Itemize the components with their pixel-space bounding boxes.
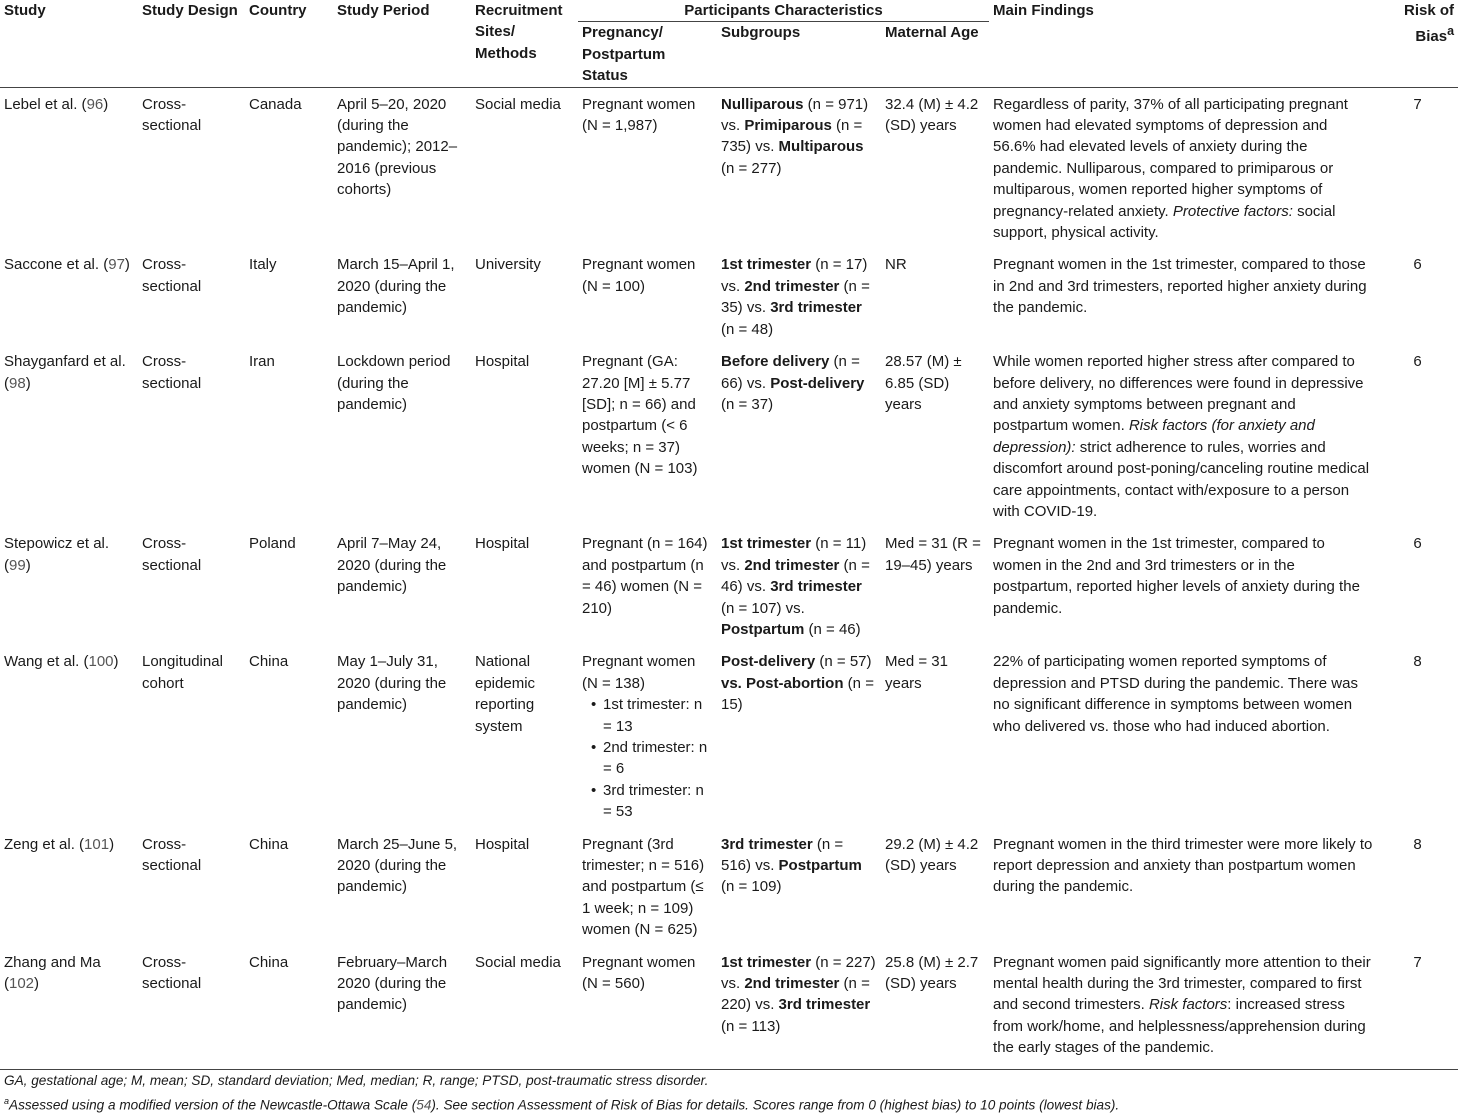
cell-subgroups bbox=[717, 946, 881, 1070]
cell-design: Cross-sectional bbox=[142, 95, 202, 135]
table-row bbox=[0, 345, 1458, 527]
cell-study bbox=[0, 248, 138, 345]
subgroup-label: vs. Post-abortion bbox=[721, 674, 844, 692]
subgroup-label: Nulliparous bbox=[721, 95, 804, 113]
findings-text: While women reported higher stress after compared to before delivery, no differences were found in depressive and anxiety symptoms between pregnant and postpartum women. bbox=[993, 353, 1364, 435]
subgroup-count: (n = 277) bbox=[721, 159, 782, 177]
cell-design: Cross-sectional bbox=[142, 835, 202, 875]
subgroup-label: 3rd trimester bbox=[770, 299, 862, 317]
cell-bias: 6 bbox=[1413, 353, 1422, 371]
cell-bias: 8 bbox=[1413, 653, 1422, 671]
cell-recruitment: National epidemic reporting system bbox=[475, 653, 536, 735]
table-footnotes bbox=[4, 1071, 1454, 1116]
cell-age: 29.2 (M) ± 4.2 (SD) years bbox=[885, 835, 979, 875]
cell-bias: 6 bbox=[1413, 535, 1422, 553]
cell-study bbox=[0, 645, 138, 827]
findings-text: Pregnant women in the third trimester were more likely to report depression and anxiety than postpartum women during the pandemic. bbox=[993, 835, 1373, 896]
cell-country: China bbox=[249, 653, 289, 671]
subgroup-label: Before delivery bbox=[721, 353, 830, 371]
findings-text: Pregnant women in the 1st trimester, compared to women in the 2nd and 3rd trimesters or in the postpartum, reported higher levels of anxiety during the pandemic. bbox=[993, 535, 1360, 617]
status-text: Pregnant women (N = 560) bbox=[582, 953, 696, 993]
subgroup-count: (n = 46) bbox=[804, 620, 861, 638]
header-row bbox=[0, 0, 1458, 22]
findings-text: social support, physical activity. bbox=[993, 202, 1336, 242]
subgroup-label: 2nd trimester bbox=[744, 975, 840, 993]
study-ref-link[interactable]: 99 bbox=[9, 556, 26, 574]
subgroup-count: (n = 220) vs. bbox=[721, 975, 870, 1014]
table-row bbox=[0, 248, 1458, 345]
cell-status bbox=[578, 87, 717, 248]
cell-study bbox=[0, 946, 138, 1070]
cell-design: Cross-sectional bbox=[142, 256, 202, 295]
study-name: Saccone et al. ( bbox=[4, 256, 109, 274]
cell-country: Canada bbox=[249, 95, 302, 113]
col-header-subgroups: Subgroups bbox=[717, 22, 881, 87]
cell-period: May 1–July 31, 2020 (during the pandemic) bbox=[337, 653, 447, 714]
subgroup-count: (n = 66) vs. bbox=[721, 353, 860, 392]
subgroup-count: (n = 516) vs. bbox=[721, 835, 844, 875]
findings-factor-label: Risk factors bbox=[1148, 996, 1228, 1014]
subgroup-label: 1st trimester bbox=[721, 953, 812, 971]
subgroup-count: (n = 35) vs. bbox=[721, 277, 870, 317]
study-ref-close: ) bbox=[113, 653, 119, 671]
findings-text: Pregnant women in the 1st trimester, compared to those in 2nd and 3rd trimesters, reported higher anxiety during the pandemic. bbox=[993, 256, 1367, 317]
status-list-item: • 1st trimester: n = 13 bbox=[591, 694, 713, 737]
cell-period: March 25–June 5, 2020 (during the pandemic) bbox=[337, 835, 458, 896]
subgroup-label: Primiparous bbox=[744, 117, 832, 135]
subgroup-count: (n = 17) vs. bbox=[721, 256, 868, 295]
abbreviations-note: GA, gestational age; M, mean; SD, standard deviation; Med, median; R, range; PTSD, post-traumatic stress disorder. bbox=[4, 1073, 709, 1088]
col-header-period: Study Period bbox=[333, 0, 471, 87]
cell-subgroups bbox=[717, 527, 881, 645]
findings-factor-label: Protective factors: bbox=[1172, 202, 1293, 220]
findings-text: Pregnant women paid significantly more attention to their mental health during the 3rd trimester, compared to first and second trimesters. bbox=[993, 953, 1371, 1014]
cell-age: 28.57 (M) ± 6.85 (SD) years bbox=[885, 353, 962, 413]
table-row bbox=[0, 645, 1458, 827]
subgroup-label: 2nd trimester bbox=[744, 277, 840, 295]
findings-text: 22% of participating women reported symptoms of depression and PTSD during the pandemic. There was no significant difference in symptoms between women who delivered vs. those who had induced abortion. bbox=[993, 653, 1358, 735]
cell-findings bbox=[989, 946, 1377, 1070]
table-row bbox=[0, 87, 1458, 248]
findings-factor-label: Risk factors (for anxiety and depression): bbox=[993, 417, 1315, 456]
subgroup-count: (n = 735) vs. bbox=[721, 117, 863, 156]
status-text: Pregnant women (N = 138) bbox=[582, 653, 696, 692]
subgroup-label: 3rd trimester bbox=[721, 835, 813, 853]
cell-design: Cross-sectional bbox=[142, 353, 202, 392]
study-name: Lebel et al. ( bbox=[4, 95, 87, 113]
subgroup-label: Postpartum bbox=[778, 857, 862, 875]
col-header-findings: Main Findings bbox=[989, 0, 1377, 87]
subgroup-count: (n = 37) bbox=[721, 395, 774, 413]
subgroup-label: Post-delivery bbox=[770, 374, 865, 392]
cell-status bbox=[578, 248, 717, 345]
table-row bbox=[0, 828, 1458, 946]
status-text: Pregnant (3rd trimester; n = 516) and postpartum (≤ 1 week; n = 109) women (N = 625) bbox=[582, 835, 705, 939]
cell-bias: 7 bbox=[1413, 95, 1422, 113]
cell-bias: 7 bbox=[1377, 946, 1458, 1070]
footnote-a-marker: a bbox=[4, 1096, 10, 1106]
subgroup-label: Postpartum bbox=[721, 620, 805, 638]
cell-country: Iran bbox=[249, 353, 275, 371]
cell-subgroups bbox=[717, 248, 881, 345]
findings-text: strict adherence to rules, worries and discomfort around post-poning/canceling routine medical care appointments, contact with/exposure to a person with COVID-19. bbox=[993, 438, 1370, 520]
subgroup-count: (n = 109) bbox=[721, 878, 782, 896]
subgroup-count: (n = 57) bbox=[815, 653, 872, 671]
study-ref-link[interactable]: 101 bbox=[84, 835, 110, 853]
subgroup-label: 1st trimester bbox=[721, 535, 812, 553]
study-ref-link[interactable]: 100 bbox=[88, 653, 114, 671]
cell-design: Longitudinal cohort bbox=[142, 653, 223, 692]
cell-findings bbox=[989, 828, 1377, 946]
status-list-item: • 3rd trimester: n = 53 bbox=[591, 780, 713, 823]
cell-age: 32.4 (M) ± 4.2 (SD) years bbox=[885, 95, 979, 135]
cell-country: Poland bbox=[249, 535, 296, 553]
study-ref-close: ) bbox=[25, 374, 31, 392]
cell-study bbox=[0, 527, 138, 645]
subgroup-count: (n = 113) bbox=[721, 1017, 781, 1035]
cell-period: March 15–April 1, 2020 (during the pandemic) bbox=[337, 256, 455, 317]
cell-status bbox=[578, 645, 717, 827]
status-text: Pregnant women (N = 1,987) bbox=[582, 95, 696, 135]
study-ref-close: ) bbox=[124, 256, 130, 274]
subgroup-label: 1st trimester bbox=[721, 256, 812, 274]
subgroup-count: (n = 227) vs. bbox=[721, 953, 876, 993]
study-ref-close: ) bbox=[103, 95, 109, 113]
study-name: Shayganfard et al. ( bbox=[4, 353, 126, 392]
cell-design: Cross-sectional bbox=[142, 535, 202, 574]
col-header-participants: Participants Characteristics bbox=[578, 0, 989, 22]
cell-status bbox=[578, 527, 717, 645]
study-name: Zhang and Ma ( bbox=[4, 953, 101, 993]
bias-footnote-marker: a bbox=[1447, 24, 1455, 39]
subgroup-count: (n = 15) bbox=[721, 674, 874, 714]
col-header-country: Country bbox=[245, 0, 333, 87]
subgroup-label: Post-delivery bbox=[721, 653, 816, 671]
cell-period: April 7–May 24, 2020 (during the pandemic) bbox=[337, 535, 447, 596]
cell-status bbox=[578, 946, 717, 1070]
subgroup-count: (n = 11) vs. bbox=[721, 535, 867, 574]
study-ref-close: ) bbox=[34, 975, 40, 993]
study-ref-close: ) bbox=[25, 556, 31, 574]
cell-age: 25.8 (M) ± 2.7 (SD) years bbox=[881, 946, 989, 1070]
cell-recruitment: Hospital bbox=[475, 535, 530, 553]
cell-period: April 5–20, 2020 (during the pandemic); 2012–2016 (previous cohorts) bbox=[337, 95, 458, 199]
subgroup-label: Multiparous bbox=[778, 138, 864, 156]
footnote-a-text-post: ). See section Assessment of Risk of Bias for details. Scores range from 0 (highest bias) to 10 points (lowest bias). bbox=[431, 1097, 1120, 1113]
study-name: Zeng et al. ( bbox=[4, 835, 85, 853]
subgroup-count: (n = 107) vs. bbox=[721, 599, 805, 617]
study-ref-link[interactable]: 96 bbox=[86, 95, 104, 113]
subgroup-label: 3rd trimester bbox=[770, 578, 862, 596]
col-header-design: Study Design bbox=[138, 0, 245, 87]
col-header-bias bbox=[1377, 0, 1458, 87]
cell-findings bbox=[989, 645, 1377, 827]
status-text: Pregnant (GA: 27.20 [M] ± 5.77 [SD]; n = 66) and postpartum (< 6 weeks; n = 37) women (N = 103) bbox=[582, 353, 698, 478]
study-ref-close: ) bbox=[109, 835, 115, 853]
cell-design: Cross-sectional bbox=[138, 946, 245, 1070]
bias-header-label: Risk of Bias bbox=[1404, 2, 1455, 46]
cell-bias: 6 bbox=[1413, 256, 1422, 274]
cell-recruitment: University bbox=[475, 256, 541, 274]
cell-subgroups bbox=[717, 828, 881, 946]
cell-findings bbox=[989, 345, 1377, 527]
findings-text: Regardless of parity, 37% of all participating pregnant women had elevated symptoms of depression and 56.6% had elevated levels of anxiety during the pandemic. Nulliparous, compared to primiparous or multiparous, women reported higher symptoms of pregnancy-related anxiety. bbox=[993, 95, 1348, 220]
cell-recruitment: Hospital bbox=[475, 835, 530, 853]
cell-findings bbox=[989, 248, 1377, 345]
cell-study bbox=[0, 87, 138, 248]
footnote-a-ref-link[interactable]: 54 bbox=[416, 1097, 432, 1113]
status-list-item: • 2nd trimester: n = 6 bbox=[591, 737, 713, 780]
cell-age: NR bbox=[885, 256, 907, 274]
table-row bbox=[0, 946, 1458, 1070]
cell-status bbox=[578, 828, 717, 946]
cell-study bbox=[0, 828, 138, 946]
cell-age: Med = 31 years bbox=[885, 653, 948, 692]
cell-age: Med = 31 (R = 19–45) years bbox=[885, 535, 981, 574]
cell-period: Lockdown period (during the pandemic) bbox=[337, 353, 451, 413]
subgroup-count: (n = 971) vs. bbox=[721, 95, 869, 135]
study-ref-link[interactable]: 97 bbox=[108, 256, 125, 274]
cell-status bbox=[578, 345, 717, 527]
cell-recruitment: Social media bbox=[471, 946, 578, 1070]
table-row bbox=[0, 527, 1458, 645]
col-header-recruitment: Recruitment Sites/ Methods bbox=[471, 0, 578, 87]
status-text: Pregnant (n = 164) and postpartum (n = 46) women (N = 210) bbox=[582, 535, 708, 617]
study-name: Stepowicz et al. ( bbox=[4, 535, 110, 574]
status-list bbox=[582, 694, 713, 822]
col-header-age: Maternal Age bbox=[881, 22, 989, 87]
cell-subgroups bbox=[717, 345, 881, 527]
cell-findings bbox=[989, 527, 1377, 645]
cell-recruitment: Hospital bbox=[475, 353, 530, 371]
study-ref-link[interactable]: 98 bbox=[9, 374, 26, 392]
study-name: Wang et al. ( bbox=[4, 653, 89, 671]
subgroup-label: 3rd trimester bbox=[778, 996, 871, 1014]
findings-text: : increased stress from work/home, and helplessness/apprehension during the early stages of the pandemic. bbox=[993, 996, 1366, 1057]
cell-bias: 8 bbox=[1413, 835, 1422, 853]
cell-subgroups bbox=[717, 87, 881, 248]
cell-recruitment: Social media bbox=[475, 95, 561, 113]
cell-findings bbox=[989, 87, 1377, 248]
cell-period: February–March 2020 (during the pandemic) bbox=[333, 946, 471, 1070]
footnote-a-text-pre: Assessed using a modified version of the Newcastle-Ottawa Scale ( bbox=[9, 1097, 417, 1113]
col-header-study: Study bbox=[0, 0, 138, 87]
cell-country: China bbox=[249, 835, 289, 853]
subgroup-count: (n = 48) bbox=[721, 320, 774, 338]
study-ref-link[interactable]: 102 bbox=[9, 975, 35, 993]
status-text: Pregnant women (N = 100) bbox=[582, 256, 696, 295]
cell-study bbox=[0, 345, 138, 527]
cell-country: Italy bbox=[249, 256, 277, 274]
col-header-status: Pregnancy/ Postpartum Status bbox=[578, 22, 717, 87]
subgroup-count: (n = 46) vs. bbox=[721, 556, 870, 596]
cell-country: China bbox=[245, 946, 333, 1070]
subgroup-label: 2nd trimester bbox=[744, 556, 840, 574]
cell-subgroups bbox=[717, 645, 881, 827]
